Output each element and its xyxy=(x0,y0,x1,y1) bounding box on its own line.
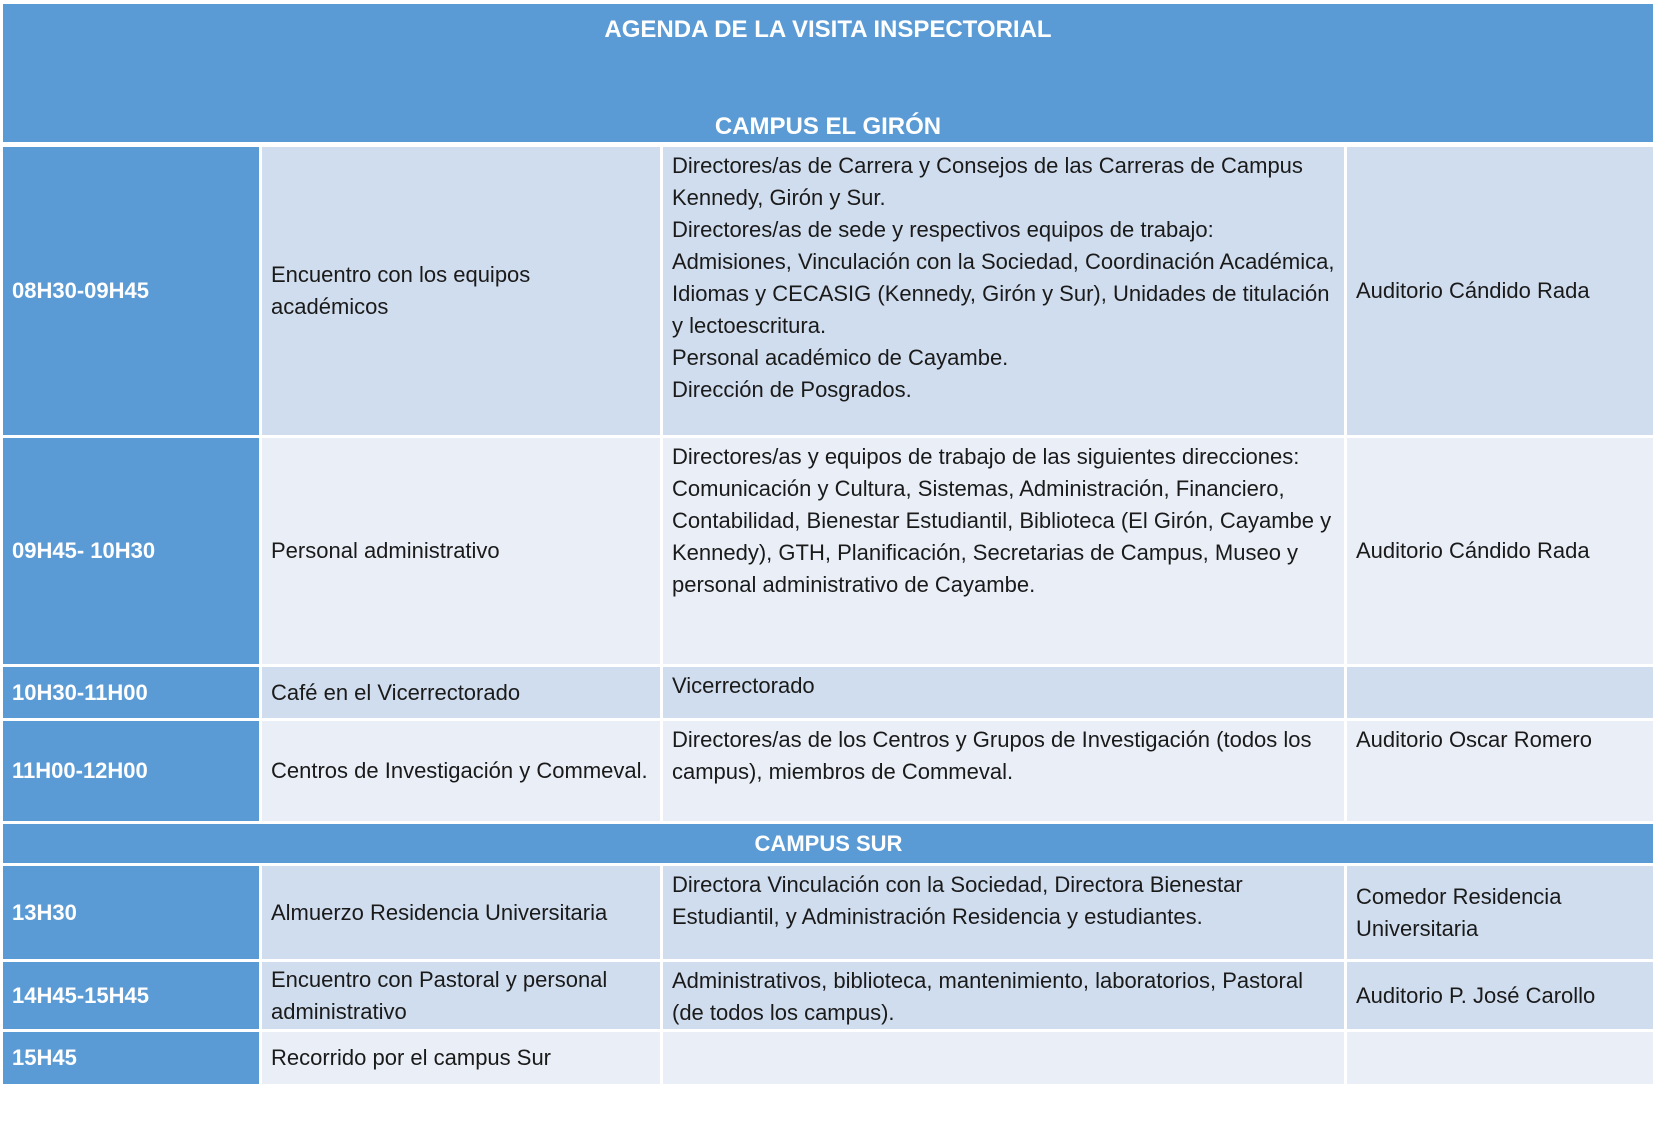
agenda-table xyxy=(3,4,1653,1084)
participants-cell xyxy=(663,721,1347,824)
participants-line: Dirección de Posgrados. xyxy=(672,377,912,402)
time-cell: 15H45 xyxy=(3,1032,262,1084)
time-cell: 13H30 xyxy=(3,866,262,962)
activity-cell: Encuentro con Pastoral y personal administrativo xyxy=(262,962,663,1032)
participants-line: Directores/as y equipos de trabajo de las siguientes direcciones: Comunicación y Cultura, Sistemas, Administración, Financiero, Contabilidad, Bienestar Estudiantil, Biblioteca (El Girón, Cayambe y Kennedy), GTH, Planificación, Secretarias de Campus, Museo y personal administrativo de Cayambe. xyxy=(672,444,1332,597)
table-row xyxy=(3,667,1653,721)
place-cell xyxy=(1347,667,1653,721)
activity-cell: Almuerzo Residencia Universitaria xyxy=(262,866,663,962)
place-cell xyxy=(1347,1032,1653,1084)
participants-cell xyxy=(663,667,1347,721)
place-cell: Auditorio Cándido Rada xyxy=(1347,438,1653,667)
participants-line: Directores/as de Carrera y Consejos de las Carreras de Campus Kennedy, Girón y Sur. xyxy=(672,153,1303,210)
participants-cell xyxy=(663,866,1347,962)
participants-line: Directores/as de los Centros y Grupos de Investigación (todos los campus), miembros de Commeval. xyxy=(672,727,1312,784)
activity-cell: Personal administrativo xyxy=(262,438,663,667)
table-row xyxy=(3,866,1653,962)
table-row xyxy=(3,1032,1653,1084)
time-cell: 10H30-11H00 xyxy=(3,667,262,721)
table-row xyxy=(3,147,1653,438)
participants-line: Vicerrectorado xyxy=(672,673,815,698)
place-cell: Comedor Residencia Universitaria xyxy=(1347,866,1653,962)
participants-line: Directora Vinculación con la Sociedad, Directora Bienestar Estudiantil, y Administración Residencia y estudiantes. xyxy=(672,872,1243,929)
place-cell: Auditorio Cándido Rada xyxy=(1347,147,1653,438)
table-row xyxy=(3,962,1653,1032)
table-row xyxy=(3,721,1653,824)
place-cell: Auditorio Oscar Romero xyxy=(1347,721,1653,824)
section-heading-campus-el-giron: CAMPUS EL GIRÓN xyxy=(714,113,942,140)
time-cell: 09H45- 10H30 xyxy=(3,438,262,667)
time-cell: 08H30-09H45 xyxy=(3,147,262,438)
participants-cell xyxy=(663,438,1347,667)
participants-cell xyxy=(663,147,1347,438)
activity-cell: Encuentro con los equipos académicos xyxy=(262,147,663,438)
section-heading-campus-sur: CAMPUS SUR xyxy=(3,824,1653,866)
place-cell: Auditorio P. José Carollo xyxy=(1347,962,1653,1032)
participants-cell xyxy=(663,962,1347,1032)
agenda-header xyxy=(3,4,1653,147)
time-cell: 14H45-15H45 xyxy=(3,962,262,1032)
participants-line: Personal académico de Cayambe. xyxy=(672,345,1009,370)
participants-cell xyxy=(663,1032,1347,1084)
agenda-title: AGENDA DE LA VISITA INSPECTORIAL xyxy=(604,16,1052,43)
participants-line: Directores/as de sede y respectivos equipos de trabajo: Admisiones, Vinculación con la Sociedad, Coordinación Académica, Idiomas y CECASIG (Kennedy, Girón y Sur), Unidades de titulación y lectoescritura. xyxy=(672,217,1335,338)
activity-cell: Recorrido por el campus Sur xyxy=(262,1032,663,1084)
participants-line: Administrativos, biblioteca, mantenimiento, laboratorios, Pastoral (de todos los campus). xyxy=(672,968,1303,1025)
table-row xyxy=(3,438,1653,667)
activity-cell: Centros de Investigación y Commeval. xyxy=(262,721,663,824)
activity-cell: Café en el Vicerrectorado xyxy=(262,667,663,721)
time-cell: 11H00-12H00 xyxy=(3,721,262,824)
